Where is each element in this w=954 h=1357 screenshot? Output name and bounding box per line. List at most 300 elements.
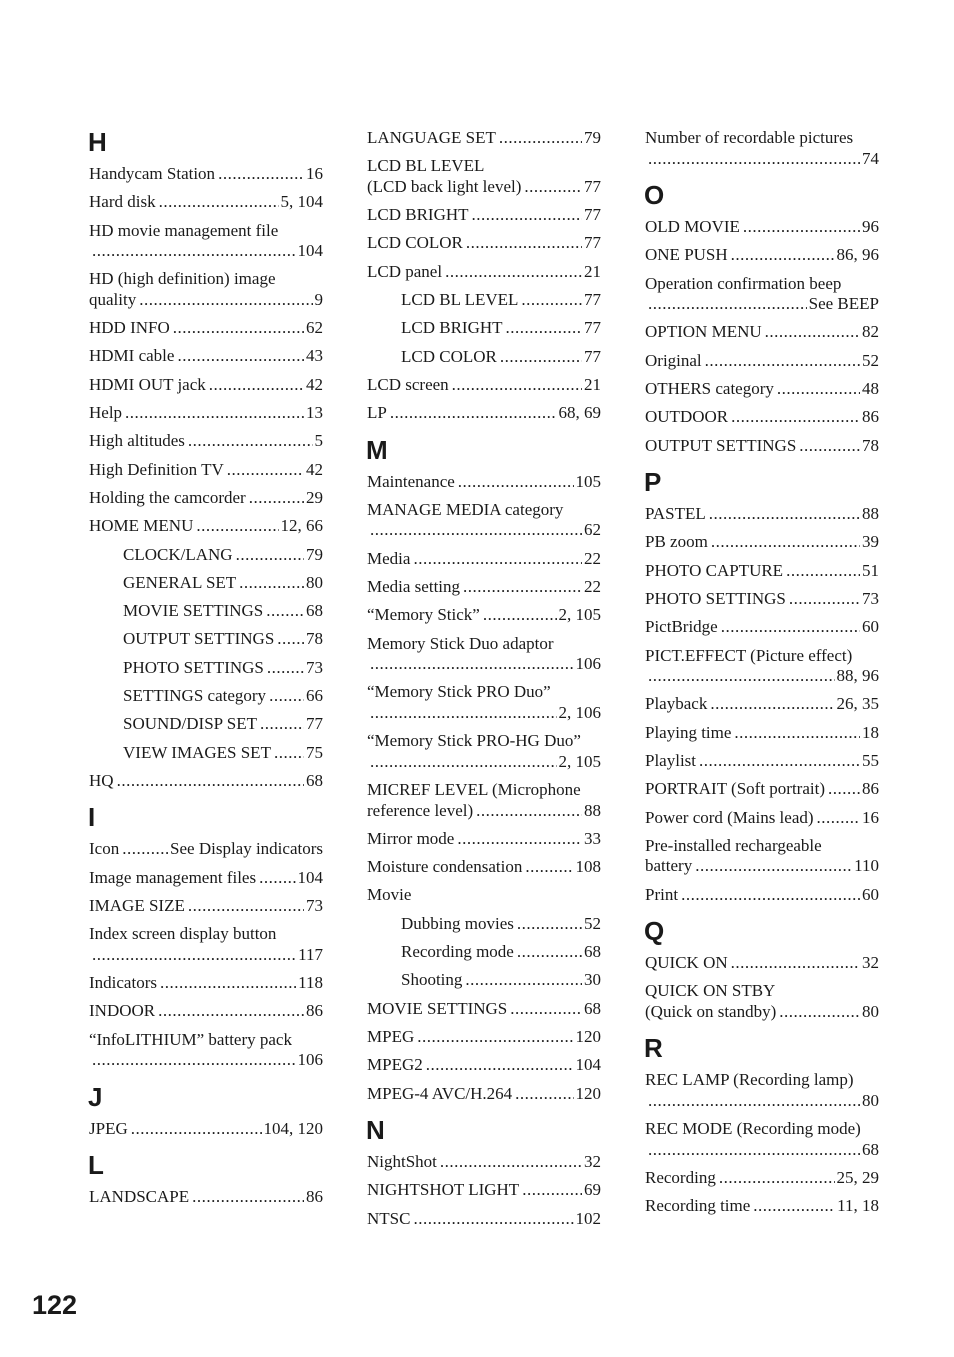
section-letter: Q (644, 916, 665, 947)
dot-leader (510, 999, 582, 1020)
entry-row (645, 322, 879, 343)
entry-page-ref: 110 (854, 856, 879, 876)
entry-row (123, 686, 323, 707)
index-subentry (89, 686, 323, 707)
entry-page-ref: 13 (306, 403, 323, 423)
entry-term: MPEG-4 AVC/H.264 (367, 1083, 513, 1103)
entry-row (123, 743, 323, 764)
entry-row (645, 617, 879, 638)
entry-term: NIGHTSHOT LIGHT (367, 1180, 520, 1200)
entry-row (89, 164, 323, 185)
entry-page-ref: 16 (862, 807, 879, 827)
dot-leader (648, 294, 807, 315)
index-entry (367, 999, 601, 1020)
index-entry (367, 205, 601, 226)
index-entry (367, 1084, 601, 1105)
entry-row (367, 1084, 601, 1105)
entry-row (645, 217, 879, 238)
entry-row (89, 346, 323, 367)
section-letter: H (88, 127, 107, 157)
index-subentry (367, 970, 601, 991)
entry-page-ref: 86, 96 (836, 245, 879, 265)
entry-page-ref: 66 (306, 686, 323, 706)
dot-leader (765, 322, 860, 343)
dot-leader (236, 545, 304, 566)
index-entry (367, 128, 601, 149)
dot-leader (92, 945, 296, 966)
dot-leader (777, 379, 860, 400)
entry-page-ref: 5 (314, 431, 323, 451)
entry-page-ref: 48 (862, 378, 879, 398)
entry-page-ref: 12, 66 (280, 516, 323, 536)
entry-row (367, 375, 601, 396)
section-letter: J (88, 1081, 103, 1112)
section-letter: R (644, 1033, 663, 1064)
index-entry (645, 779, 879, 800)
entry-term: Indicators (89, 973, 157, 993)
entry-page-ref: 21 (584, 261, 601, 281)
dot-leader (227, 460, 304, 481)
index-entry (645, 351, 879, 372)
index-entry (367, 577, 601, 598)
entry-page-ref: 52 (584, 913, 601, 933)
index-entry (645, 532, 879, 553)
entry-line: LCD BL LEVEL (367, 156, 485, 176)
dot-leader (413, 1209, 573, 1230)
entry-page-ref: 68 (306, 770, 323, 790)
entry-page-ref: 30 (584, 970, 601, 990)
entry-page-ref: 29 (306, 487, 323, 507)
entry-page-ref: 104 (575, 1055, 601, 1075)
entry-row (89, 868, 323, 889)
entry-page-ref: 96 (862, 217, 879, 236)
entry-row (367, 654, 601, 675)
entry-page-ref: 69 (584, 1180, 601, 1200)
dot-leader (476, 801, 582, 822)
entry-page-ref: 32 (584, 1152, 601, 1172)
entry-line: MICREF LEVEL (Microphone (367, 780, 581, 800)
index-entry (645, 1070, 879, 1111)
index-column-2 (367, 128, 601, 1237)
entry-term: INDOOR (89, 1001, 156, 1021)
entry-page-ref: 105 (575, 471, 601, 491)
dot-leader (525, 857, 573, 878)
entry-page-ref: 88, 96 (836, 666, 879, 686)
index-entry (89, 516, 323, 537)
entry-row (645, 504, 879, 525)
entry-row (89, 945, 323, 966)
dot-leader (370, 520, 582, 541)
entry-line: Pre-installed rechargeable (645, 835, 822, 855)
entry-row (367, 577, 601, 598)
index-subentry (89, 714, 323, 735)
entry-row (401, 914, 601, 935)
entry-row (89, 431, 323, 452)
entry-page-ref: 5, 104 (280, 192, 323, 212)
entry-row (89, 1001, 323, 1022)
entry-term: LANGUAGE SET (367, 128, 496, 147)
index-entry (645, 1168, 879, 1189)
entry-term: LCD COLOR (367, 233, 463, 253)
dot-leader (274, 743, 304, 764)
index-entry (89, 771, 323, 792)
dot-leader (705, 351, 860, 372)
entry-row (401, 970, 601, 991)
entry-row (89, 192, 323, 213)
entry-page-ref: 106 (297, 1050, 323, 1070)
entry-line: “Memory Stick PRO Duo” (367, 682, 551, 702)
dot-leader (158, 1001, 304, 1022)
entry-term: Media (367, 548, 411, 568)
entry-page-ref: 42 (306, 374, 323, 394)
entry-page-ref: 73 (306, 896, 323, 916)
entry-line: “InfoLITHIUM” battery pack (89, 1029, 292, 1049)
index-entry (89, 318, 323, 339)
entry-row (367, 1180, 601, 1201)
entry-page-ref: 106 (575, 654, 601, 674)
index-entry (645, 981, 879, 1022)
entry-page-ref: 120 (575, 1026, 601, 1046)
index-entry (367, 375, 601, 396)
entry-term: OLD MOVIE (645, 217, 740, 236)
entry-row (645, 1002, 879, 1023)
dot-leader (440, 1152, 582, 1173)
entry-term: Playlist (645, 750, 697, 770)
entry-term: MPEG (367, 1026, 415, 1046)
entry-term: NightShot (367, 1152, 437, 1172)
index-entry (89, 973, 323, 994)
dot-leader (390, 403, 557, 424)
entry-term: LCD BRIGHT (367, 205, 469, 225)
index-entry (89, 488, 323, 509)
index-entry (89, 403, 323, 424)
dot-leader (159, 192, 279, 213)
index-entry (367, 857, 601, 878)
index-entry (645, 723, 879, 744)
entry-row (89, 896, 323, 917)
dot-leader (173, 318, 304, 339)
section-letter: O (644, 180, 665, 210)
dot-leader (426, 1055, 574, 1076)
dot-leader (648, 1140, 860, 1161)
index-entry (367, 885, 601, 906)
entry-row (367, 233, 601, 254)
entry-page-ref: 77 (306, 714, 323, 734)
entry-term: OPTION MENU (645, 322, 762, 342)
dot-leader (139, 290, 312, 311)
dot-leader (249, 488, 304, 509)
entry-term: LCD BRIGHT (401, 318, 503, 338)
entry-page-ref: 22 (584, 548, 601, 568)
dot-leader (370, 654, 574, 675)
entry-row (645, 1168, 879, 1189)
entry-page-ref: 102 (575, 1208, 601, 1228)
entry-row (123, 714, 323, 735)
entry-term: HDD INFO (89, 318, 170, 338)
dot-leader (734, 723, 860, 744)
index-subentry (89, 545, 323, 566)
entry-term: Shooting (401, 970, 463, 990)
entry-term: PORTRAIT (Soft portrait) (645, 779, 825, 799)
entry-line: “Memory Stick PRO-HG Duo” (367, 731, 581, 751)
entry-page-ref: 22 (584, 577, 601, 597)
index-entry (645, 694, 879, 715)
section-letter: N (366, 1115, 385, 1146)
entry-page-ref: 77 (584, 205, 601, 225)
section-letter: M (366, 434, 388, 465)
entry-term: SOUND/DISP SET (123, 714, 257, 734)
entry-page-ref: 79 (306, 544, 323, 564)
dot-leader (786, 561, 860, 582)
entry-page-ref: See Display indicators (170, 839, 323, 859)
index-column-1 (89, 128, 323, 1216)
entry-term: OUTPUT SETTINGS (645, 435, 797, 455)
entry-row (645, 294, 879, 315)
entry-term: “Memory Stick” (367, 605, 480, 625)
entry-page-ref: See BEEP (808, 294, 879, 314)
index-entry (645, 1119, 879, 1160)
entry-row (89, 839, 323, 860)
entry-page-ref: 68 (584, 942, 601, 962)
index-entry (645, 953, 879, 974)
entry-row (645, 532, 879, 553)
index-entry (367, 549, 601, 570)
entry-page-ref: 80 (862, 1001, 879, 1021)
index-entry (367, 403, 601, 424)
index-entry (645, 751, 879, 772)
entry-row (401, 290, 601, 311)
dot-leader (463, 577, 582, 598)
dot-leader (483, 605, 557, 626)
entry-row (89, 241, 323, 262)
index-subentry (89, 658, 323, 679)
entry-row (123, 573, 323, 594)
entry-page-ref: 78 (306, 629, 323, 649)
index-entry (645, 504, 879, 525)
entry-term: MOVIE SETTINGS (367, 998, 508, 1018)
entry-term: Print (645, 884, 679, 904)
index-entry (89, 375, 323, 396)
entry-row (645, 1196, 879, 1217)
dot-leader (192, 1187, 304, 1208)
entry-line: HD (high definition) image (89, 269, 276, 289)
entry-line: PICT.EFFECT (Picture effect) (645, 645, 853, 665)
entry-row (645, 723, 879, 744)
entry-page-ref: 60 (862, 617, 879, 637)
dot-leader (370, 703, 557, 724)
dot-leader (269, 686, 304, 707)
dot-leader (160, 973, 296, 994)
entry-term: High Definition TV (89, 459, 224, 479)
entry-row (367, 703, 601, 724)
entry-page-ref: 33 (584, 828, 601, 848)
dot-leader (260, 714, 304, 735)
entry-page-ref: 104 (297, 241, 323, 261)
index-subentry (367, 318, 601, 339)
entry-page-ref: 80 (862, 1090, 879, 1110)
section-letter: P (644, 467, 662, 498)
entry-page-ref: 43 (306, 346, 323, 366)
entry-term: Recording mode (401, 942, 514, 962)
dot-leader (445, 262, 582, 283)
entry-row (645, 856, 879, 877)
entry-row (367, 605, 601, 626)
index-entry (645, 322, 879, 343)
entry-page-ref: 32 (862, 953, 879, 973)
entry-term: Power cord (Mains lead) (645, 807, 814, 827)
entry-page-ref: 86 (862, 779, 879, 799)
entry-row (89, 375, 323, 396)
entry-row (123, 545, 323, 566)
entry-row (645, 808, 879, 829)
dot-leader (779, 1002, 860, 1023)
entry-term: Playback (645, 694, 708, 714)
dot-leader (731, 407, 860, 428)
entry-page-ref: 88 (862, 504, 879, 524)
index-entry (367, 1055, 601, 1076)
dot-leader (413, 549, 582, 570)
entry-term: Image management files (89, 867, 257, 887)
entry-row (367, 472, 601, 493)
dot-leader (506, 318, 582, 339)
entry-term: PHOTO CAPTURE (645, 560, 784, 580)
entry-page-ref: 68, 69 (558, 403, 601, 423)
entry-term: quality (89, 289, 137, 309)
index-entry (367, 731, 601, 772)
entry-term: LP (367, 403, 387, 423)
entry-page-ref: 18 (862, 722, 879, 742)
entry-term: Playing time (645, 722, 732, 742)
entry-line: Movie (367, 885, 412, 905)
index-entry (89, 924, 323, 965)
dot-leader (218, 164, 304, 185)
dot-leader (828, 779, 860, 800)
entry-row (367, 857, 601, 878)
entry-page-ref: 88 (584, 800, 601, 820)
index-entry (645, 436, 879, 457)
entry-page-ref: 62 (306, 318, 323, 338)
entry-row (367, 205, 601, 226)
entry-term: MPEG2 (367, 1055, 423, 1075)
entry-page-ref: 86 (306, 1001, 323, 1021)
entry-row (645, 666, 879, 687)
entry-page-ref: 2, 106 (558, 702, 601, 722)
dot-leader (710, 694, 834, 715)
entry-page-ref: 74 (862, 148, 879, 168)
entry-page-ref: 77 (584, 233, 601, 253)
index-entry (645, 217, 879, 238)
entry-page-ref: 68 (584, 998, 601, 1018)
dot-leader (466, 233, 582, 254)
entry-page-ref: 120 (575, 1083, 601, 1103)
index-entry (645, 836, 879, 877)
entry-page-ref: 86 (306, 1187, 323, 1207)
index-entry (645, 407, 879, 428)
entry-term: OTHERS category (645, 378, 774, 398)
index-entry (645, 646, 879, 687)
entry-row (367, 262, 601, 283)
index-entry (645, 379, 879, 400)
dot-leader (267, 658, 304, 679)
entry-term: Recording (645, 1168, 716, 1188)
dot-leader (517, 914, 582, 935)
index-entry (89, 192, 323, 213)
dot-leader (125, 403, 304, 424)
dot-leader (711, 532, 860, 553)
entry-term: Hard disk (89, 192, 156, 212)
index-entry (367, 500, 601, 541)
entry-term: LCD BL LEVEL (401, 289, 519, 309)
index-entry (367, 605, 601, 626)
index-subentry (89, 629, 323, 650)
entry-term: LCD screen (367, 374, 449, 394)
entry-page-ref: 80 (306, 572, 323, 592)
index-entry (645, 128, 879, 169)
dot-leader (731, 245, 835, 266)
entry-row (645, 1140, 879, 1161)
entry-term: CLOCK/LANG (123, 544, 233, 564)
entry-row (401, 318, 601, 339)
index-entry (367, 682, 601, 723)
dot-leader (753, 1196, 835, 1217)
entry-term: HOME MENU (89, 516, 194, 536)
entry-line: MANAGE MEDIA category (367, 499, 564, 519)
entry-term: High altitudes (89, 431, 185, 451)
entry-row (645, 407, 879, 428)
index-entry (645, 1196, 879, 1217)
entry-row (645, 589, 879, 610)
entry-row (645, 885, 879, 906)
index-entry (89, 221, 323, 262)
entry-term: Mirror mode (367, 828, 455, 848)
entry-term: Holding the camcorder (89, 487, 246, 507)
entry-term: HDMI OUT jack (89, 374, 206, 394)
entry-term: (LCD back light level) (367, 176, 522, 196)
entry-page-ref: 68 (306, 601, 323, 621)
index-entry (367, 634, 601, 675)
dot-leader (515, 1084, 573, 1105)
entry-page-ref: 2, 105 (558, 605, 601, 625)
dot-leader (743, 217, 860, 238)
entry-row (645, 751, 879, 772)
index-entry (89, 460, 323, 481)
dot-leader (699, 751, 860, 772)
entry-row (89, 1187, 323, 1208)
entry-row (367, 403, 601, 424)
dot-leader (196, 516, 278, 537)
entry-page-ref: 75 (306, 742, 323, 762)
dot-leader (457, 829, 582, 850)
dot-leader (458, 472, 574, 493)
dot-leader (789, 589, 860, 610)
index-entry (89, 1030, 323, 1071)
page-number: 122 (32, 1290, 78, 1320)
entry-term: Media setting (367, 577, 461, 597)
entry-page-ref: 77 (584, 318, 601, 338)
entry-page-ref: 118 (298, 973, 323, 993)
entry-term: PHOTO SETTINGS (645, 588, 786, 608)
entry-row (89, 973, 323, 994)
entry-line: QUICK ON STBY (645, 981, 776, 1001)
entry-row (123, 658, 323, 679)
dot-leader (417, 1027, 573, 1048)
entry-term: OUTPUT SETTINGS (123, 629, 275, 649)
entry-term: MOVIE SETTINGS (123, 601, 264, 621)
index-entry (367, 1152, 601, 1173)
index-entry (645, 885, 879, 906)
dot-leader (452, 375, 582, 396)
entry-page-ref: 104 (297, 867, 323, 887)
